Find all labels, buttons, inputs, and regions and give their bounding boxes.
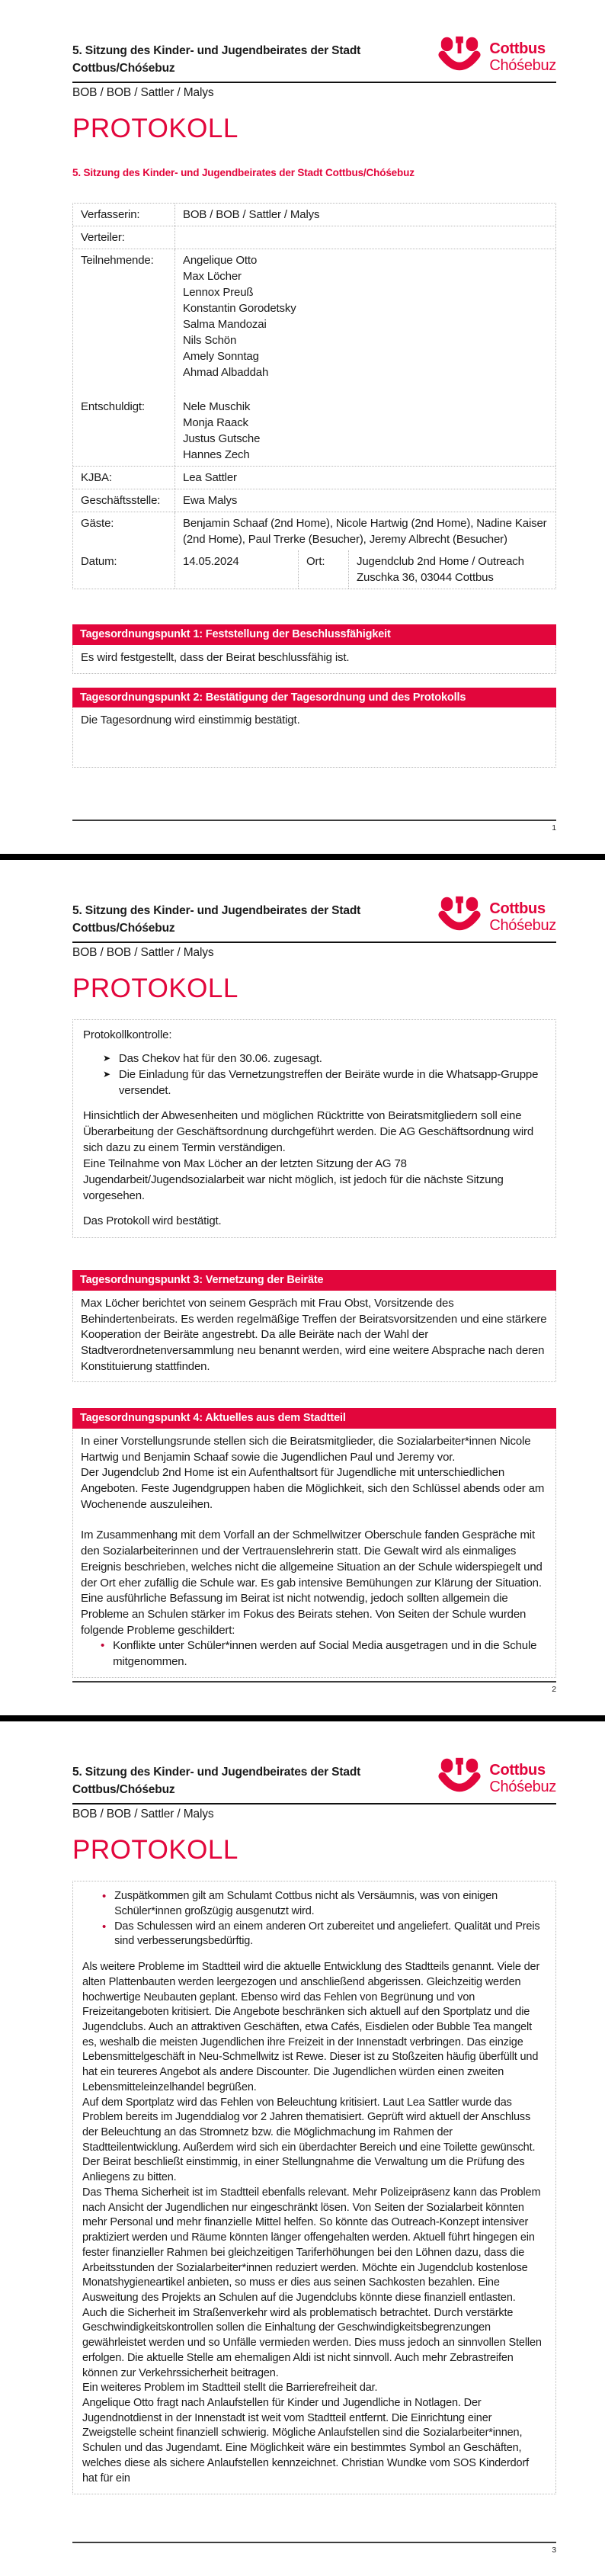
paragraph: Auch die Sicherheit im Straßenverkehr wird als problematisch betrachtet. Durch verstärkte Geschwindigkeitskontrollen sollen die Einhaltung der Geschwindigkeitsbegrenzungen gewährleistet werden und so Unfälle vermieden werden. Dies muss jedoch an sinnvollen Stellen erfolgen. Die aktuelle Stelle am ehemaligen Aldi ist nicht sinnvoll. Auch mehr Zebrastreifen können zur Verkehrssicherheit beitragen.	[82, 2306, 542, 2379]
agenda-item-4	[72, 1408, 556, 1677]
document-title-line2: Cottbus/Chóśebuz	[72, 62, 175, 75]
bullet-arrow-icon: ➤	[103, 1069, 110, 1080]
row-value: Ewa Malys	[174, 489, 555, 512]
table-row-kjba	[73, 466, 555, 489]
cottbus-logo	[437, 1756, 556, 1797]
datum-value: 14.05.2024	[174, 550, 298, 589]
agenda-item-3-body	[72, 1291, 556, 1382]
footer-rule	[72, 820, 556, 821]
table-row-gaeste	[73, 512, 555, 550]
logo-brand-line2: Chóśebuz	[489, 57, 556, 75]
bullet-text: Die Einladung für das Vernetzungstreffen der Beiräte wurde in die Whatsapp-Gruppe versendet.	[118, 1068, 539, 1098]
logo-wordmark	[489, 34, 556, 75]
page-separator	[0, 854, 605, 860]
paragraph: Als weitere Probleme im Stadtteil wird die aktuelle Entwicklung des Stadtteils genannt. Viele der alten Plattenbauten werden leergezogen und anschließend abgerissen. Gleichzeitig werden hochwertige Neubauten geplant. Ebenso wird das Fehlen von Begrünung und von Freizeitangeboten kritisiert. Die Angebote beschränken sich aktuell auf den Sportplatz und die Jugendclubs. Auch an attraktiven Geschäften, etwa Cafés, Eisdielen oder Bubble Tea mangelt es, weshalb die meisten Jugendlichen ihre Freizeit in der Innenstadt verbringen. Das einzige Lebensmittelgeschäft in Neu-Schmellwitz ist Rewe. Dieser ist zu Stoßzeiten häufig überfüllt und hat ein teureres Angebot als andere Discounter. Die Jugendlichen würden einen zweiten Lebensmitteleinzelhandel begrüßen.	[82, 1961, 540, 2093]
excused-name: Hannes Zech	[183, 448, 250, 462]
paragraph: Angelique Otto fragt nach Anlaufstellen für Kinder und Jugendliche in Notlagen. Der Jugendnotdienst in der Innenstadt ist weit vom Stadtteil entfernt. Die Einrichtung einer Zweigstelle scheint finanziell schwierig. Mögliche Anlaufstellen sind die Sozialarbeiter*innen, Schulen und das Jugendamt. Eine Möglichkeit wäre ein bestimmtes Symbol an Geschäften, welches diese als sichere Anlaufstellen kennzeichnet. Christian Wundke vom SOS Kinderdorf hat für ein	[82, 2396, 530, 2485]
row-label: Verteiler:	[81, 231, 125, 245]
agenda-item-1	[72, 624, 556, 673]
agenda-item-1-body	[72, 645, 556, 674]
table-row-entschuldigt	[73, 396, 555, 466]
agenda-item-2-title: Tagesordnungspunkt 2: Bestätigung der Tagesordnung und des Protokolls	[72, 688, 556, 708]
cottbus-monogram-icon	[437, 894, 482, 935]
paragraph: Es wird festgestellt, dass der Beirat beschlussfähig ist.	[81, 650, 350, 664]
bullet-item	[103, 1051, 546, 1067]
document-title-line1: 5. Sitzung des Kinder- und Jugendbeirates der Stadt	[72, 1766, 361, 1779]
problem-bullets	[101, 1638, 548, 1670]
byline: BOB / BOB / Sattler / Malys	[72, 945, 214, 959]
ort-label: Ort:	[298, 550, 348, 589]
meeting-info-table	[72, 203, 556, 589]
paragraph: Eine Teilnahme von Max Löcher an der letzten Sitzung der AG 78 Jugendarbeit/Jugendsozialarbeit war nicht möglich, ist jedoch für die nächste Sitzung vorgesehen.	[83, 1157, 504, 1203]
document-title-line2: Cottbus/Chóśebuz	[72, 1783, 175, 1797]
ort-value	[348, 550, 555, 589]
paragraph: Das Protokoll wird bestätigt.	[83, 1214, 222, 1228]
stadtteil-paragraphs	[82, 1960, 546, 2486]
protokollkontrolle-bullets	[103, 1051, 546, 1099]
page-1	[0, 0, 605, 854]
page-2	[0, 860, 605, 1715]
excused-name: Nele Muschik	[183, 400, 251, 414]
logo-brand-line1: Cottbus	[489, 900, 546, 917]
agenda-item-4-body	[72, 1429, 556, 1678]
agenda-item-3	[72, 1270, 556, 1382]
participant-name: Max Löcher	[183, 270, 242, 284]
page-number: 2	[552, 1685, 556, 1694]
bullet-dot-icon: •	[101, 1639, 105, 1653]
row-label: Entschuldigt:	[81, 400, 145, 414]
bullet-dot-icon: •	[102, 1890, 107, 1904]
participant-name: Amely Sonntag	[183, 350, 259, 364]
cottbus-monogram-icon	[437, 34, 482, 75]
document-title-line1: 5. Sitzung des Kinder- und Jugendbeirates der Stadt	[72, 904, 361, 917]
paragraph: Im Zusammenhang mit dem Vorfall an der Schmellwitzer Oberschule fanden Gespräche mit den Sozialarbeiterinnen und der Vertrauenslehrerin statt. Die Gewalt wird als einmaliges Ereignis beschrieben, welches nicht die allgemeine Situation an der Schule widerspiegelt und der Ort eher zufällig die Schule war. Es gab intensive Bemühungen zur Klärung der Situation. Eine ausführliche Befassung im Beirat ist nicht notwendig, jedoch sollten allgemein die Probleme an Schulen stärker im Fokus des Beirats stehen. Von Seiten der Schule wurden folgende Probleme geschildert:	[81, 1529, 543, 1637]
bullet-arrow-icon: ➤	[103, 1053, 110, 1064]
row-label: Gäste:	[81, 517, 114, 531]
paragraph: Die Tagesordnung wird einstimmig bestätigt.	[81, 714, 300, 727]
agenda-item-4-continuation-box	[72, 1881, 556, 2494]
row-value	[174, 226, 555, 249]
paragraph: Ein weiteres Problem im Stadtteil stellt die Barrierefreiheit dar.	[82, 2382, 378, 2395]
bullet-item	[102, 1920, 546, 1949]
excused-list	[174, 396, 555, 466]
document-title-line1: 5. Sitzung des Kinder- und Jugendbeirates der Stadt	[72, 44, 361, 57]
participant-name: Lennox Preuß	[183, 286, 254, 300]
row-label: Verfasserin:	[81, 208, 140, 222]
excused-name: Monja Raack	[183, 416, 248, 430]
session-subtitle: 5. Sitzung des Kinder- und Jugendbeirates der Stadt Cottbus/Chóśebuz	[72, 167, 415, 179]
protokoll-heading: PROTOKOLL	[72, 113, 238, 143]
participant-name: Ahmad Albaddah	[183, 366, 269, 380]
ort-line2: Zuschka 36, 03044 Cottbus	[357, 571, 494, 585]
bullet-dot-icon: •	[102, 1920, 107, 1933]
letterhead	[72, 902, 556, 960]
agenda-item-2-body	[72, 707, 556, 768]
paragraph: Max Löcher berichtet von seinem Gespräch mit Frau Obst, Vorsitzende des Behindertenbeirats. Es werden regelmäßige Treffen der Beiratsvorsitzenden und eine stärkere Kooperation der Beiräte angestrebt. Da alle Beiräte nach der Wahl der Stadtverordnetenversammlung neu benannt werden, wird eine weitere Absprache nach deren Konstituierung stattfinden.	[81, 1296, 547, 1373]
cottbus-monogram-icon	[437, 1756, 482, 1797]
byline: BOB / BOB / Sattler / Malys	[72, 85, 214, 99]
logo-brand-line1: Cottbus	[489, 40, 546, 57]
excused-name: Justus Gutsche	[183, 432, 261, 446]
bullet-text: Das Schulessen wird an einem anderen Ort zubereitet und angeliefert. Qualität und Preis sind verbesserungsbedürftig.	[114, 1920, 540, 1948]
table-row-datum-ort	[73, 550, 555, 589]
paragraph: In einer Vorstellungsrunde stellen sich die Beiratsmitglieder, die Sozialarbeiter*innen Nicole Hartwig und Benjamin Schaaf sowie die Jugendlichen Paul und Jeremy vor.	[81, 1435, 531, 1464]
protokollkontrolle-box	[72, 1019, 556, 1238]
logo-wordmark	[489, 1756, 556, 1796]
logo-wordmark	[489, 894, 556, 935]
logo-brand-line1: Cottbus	[489, 1762, 546, 1779]
participant-name: Angelique Otto	[183, 254, 258, 268]
byline: BOB / BOB / Sattler / Malys	[72, 1807, 214, 1821]
bullet-text: Zuspätkommen gilt am Schulamt Cottbus nicht als Versäumnis, was von einigen Schüler*innen großzügig ausgenutzt wird.	[114, 1890, 498, 1917]
letterhead	[72, 42, 556, 100]
bullet-text: Das Chekov hat für den 30.06. zugesagt.	[118, 1052, 322, 1066]
table-row-teilnehmende	[73, 249, 555, 396]
page-footer	[72, 820, 556, 832]
page-number: 3	[552, 2546, 556, 2555]
problem-bullets	[102, 1889, 546, 1949]
paragraph: Hinsichtlich der Abwesenheiten und möglichen Rücktritte von Beiratsmitgliedern soll eine Überarbeitung der Geschäftsordnung durchgeführt werden. Die AG Geschäftsordnung wird sich dazu zu einem Termin verständigen.	[83, 1109, 534, 1155]
agenda-item-4-title: Tagesordnungspunkt 4: Aktuelles aus dem Stadtteil	[72, 1408, 556, 1429]
paragraph: Das Thema Sicherheit ist im Stadtteil ebenfalls relevant. Mehr Polizeipräsenz kann das Problem nach Ansicht der Jugendlichen nur eingeschränkt lösen. Von Seiten der Sozialarbeit könnten mehr Personal und mehr finanzielle Mittel helfen. So könnte das Outreach-Konzept intensiver praktiziert werden und Räume könnten länger offengehalten werden. Aktuell führt hingegen ein fester finanzieller Rahmen bei gleichzeitigen Tariferhöhungen bei den Löhnen dazu, dass die Arbeitsstunden der Sozialarbeiter*innen reduziert werden. Möchte ein Jugendclub kostenlose Monatshygieneartikel anbieten, so muss er dies aus seinen Sachkosten bezahlen. Eine Ausweitung des Projekts an Schulen auf die Jugendclubs könnte diese finanziell entlasten.	[82, 2186, 541, 2304]
agenda-item-1-title: Tagesordnungspunkt 1: Feststellung der Beschlussfähigkeit	[72, 624, 556, 645]
protokoll-heading: PROTOKOLL	[72, 1834, 238, 1865]
page-footer	[72, 2542, 556, 2555]
row-value: BOB / BOB / Sattler / Malys	[174, 204, 555, 226]
ort-line1: Jugendclub 2nd Home / Outreach	[357, 555, 524, 569]
blank-line	[81, 1513, 548, 1528]
footer-rule	[72, 2542, 556, 2543]
protokoll-heading: PROTOKOLL	[72, 973, 238, 1003]
table-row-geschaeftsstelle	[73, 489, 555, 512]
letterhead	[72, 1763, 556, 1821]
footer-rule	[72, 1681, 556, 1683]
paragraph: Der Jugendclub 2nd Home ist ein Aufenthaltsort für Jugendliche mit unterschiedlichen Angeboten. Feste Jugendgruppen haben die Möglichkeit, sich den Schlüssel abends oder am Wochenende auszuleihen.	[81, 1466, 545, 1511]
row-label: Geschäftsstelle:	[81, 494, 161, 508]
document-title	[72, 42, 408, 78]
logo-brand-line2: Chóśebuz	[489, 917, 556, 935]
participant-list	[174, 249, 555, 396]
document-title	[72, 1763, 408, 1799]
page-number: 1	[552, 823, 556, 832]
document-title	[72, 902, 408, 938]
participant-name: Salma Mandozai	[183, 318, 267, 332]
bullet-item	[102, 1889, 546, 1919]
agenda-item-3-title: Tagesordnungspunkt 3: Vernetzung der Beiräte	[72, 1270, 556, 1291]
participant-name: Konstantin Gorodetsky	[183, 302, 296, 316]
row-label: Teilnehmende:	[81, 254, 154, 268]
table-row-verfasserin	[73, 204, 555, 226]
row-value: Lea Sattler	[174, 467, 555, 489]
table-row-verteiler	[73, 226, 555, 249]
row-value: Benjamin Schaaf (2nd Home), Nicole Hartwig (2nd Home), Nadine Kaiser (2nd Home), Paul Trerke (Besucher), Jeremy Albrecht (Besucher)	[174, 512, 555, 550]
datum-label: Datum:	[81, 555, 117, 569]
participant-name: Nils Schön	[183, 334, 237, 348]
row-label: KJBA:	[81, 471, 112, 485]
cottbus-logo	[437, 34, 556, 75]
page-footer	[72, 1681, 556, 1694]
paragraph: Auf dem Sportplatz wird das Fehlen von Beleuchtung kritisiert. Laut Lea Sattler wurde das Problem bereits im Jugenddialog vor 2 Jahren thematisiert. Geprüft wird aktuell der Anschluss der Beleuchtung an das Stromnetz bzw. die Möglichmachung im Rahmen der Stadtteilentwicklung. Außerdem wird sich ein überdachter Bereich und eine Toilette gewünscht. Der Beirat beschließt einstimmig, in einer Stellungnahme die Verwaltung um die Prüfung des Anliegens zu bitten.	[82, 2096, 536, 2184]
page-separator	[0, 1715, 605, 1721]
logo-brand-line2: Chóśebuz	[489, 1779, 556, 1796]
cottbus-logo	[437, 894, 556, 935]
page-3	[0, 1721, 605, 2576]
bullet-text: Konflikte unter Schüler*innen werden auf Social Media ausgetragen und in die Schule mitgenommen.	[113, 1639, 537, 1668]
agenda-item-2	[72, 688, 556, 768]
bullet-item	[101, 1638, 548, 1670]
protokollkontrolle-heading: Protokollkontrolle:	[83, 1028, 172, 1042]
bullet-item	[103, 1067, 546, 1099]
document-title-line2: Cottbus/Chóśebuz	[72, 922, 175, 935]
